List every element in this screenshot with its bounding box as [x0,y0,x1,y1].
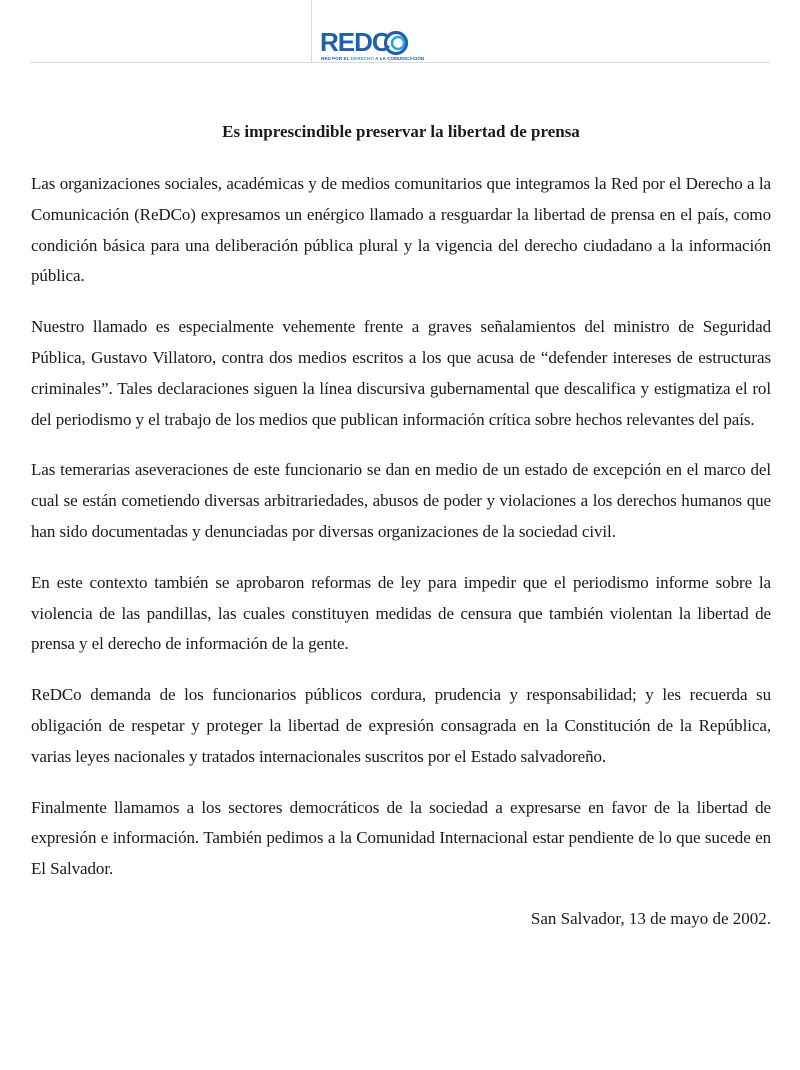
paragraph-2: Nuestro llamado es especialmente vehemente frente a graves señalamientos del ministro de Seguridad Pública, Gustavo Villatoro, contra dos medios escritos a los que acusa de “defender intereses de estructuras criminales”. Tales declaraciones siguen la línea discursiva gubernamental que descalifica y estigmatiza el rol del periodismo y el trabajo de los medios que publican información crítica sobre hechos relevantes del país. [31,317,771,429]
header-rule [30,62,770,63]
logo-rings-icon [384,30,412,56]
document-date: San Salvador, 13 de mayo de 2002. [530,908,771,928]
paragraph-4: En este contexto también se aprobaron reformas de ley para impedir que el periodismo informe sobre la violencia de las pandillas, las cuales constituyen medidas de censura que también violentan la libertad de prensa y el derecho de información de la gente. [31,572,771,654]
logo-tagline: RED POR EL DERECHO A LA COMUNICACIÓN [321,56,425,61]
paragraph-1: Las organizaciones sociales, académicas y de medios comunitarios que integramos la Red por el Derecho a la Comunicación (ReDCo) expresamos un enérgico llamado a resguardar la libertad de prensa en el país, como condición básica para una deliberación pública plural y la vigencia del derecho ciudadano a la información pública. [31,174,771,286]
redco-logo [320,27,425,64]
document-title: Es imprescindible preservar la libertad de prensa [222,122,580,141]
page-header [0,0,800,70]
paragraph-6: Finalmente llamamos a los sectores democráticos de la sociedad a expresarse en favor de la libertad de expresión e información. También pedimos a la Comunidad Internacional estar pendiente de lo que sucede en El Salvador. [31,797,771,879]
statement-document [31,120,771,933]
logo-wordmark: REDC [320,27,390,57]
header-divider [311,0,312,62]
paragraph-5: ReDCo demanda de los funcionarios públicos cordura, prudencia y responsabilidad; y les recuerda su obligación de respetar y proteger la libertad de expresión consagrada en la Constitución de la República, varias leyes nacionales y tratados internacionales suscritos por el Estado salvadoreño. [31,685,771,766]
paragraph-3: Las temerarias aseveraciones de este funcionario se dan en medio de un estado de excepción en el marco del cual se están cometiendo diversas arbitrariedades, abusos de poder y violaciones a los derechos humanos que han sido documentadas y denunciadas por diversas organizaciones de la sociedad civil. [31,460,771,541]
